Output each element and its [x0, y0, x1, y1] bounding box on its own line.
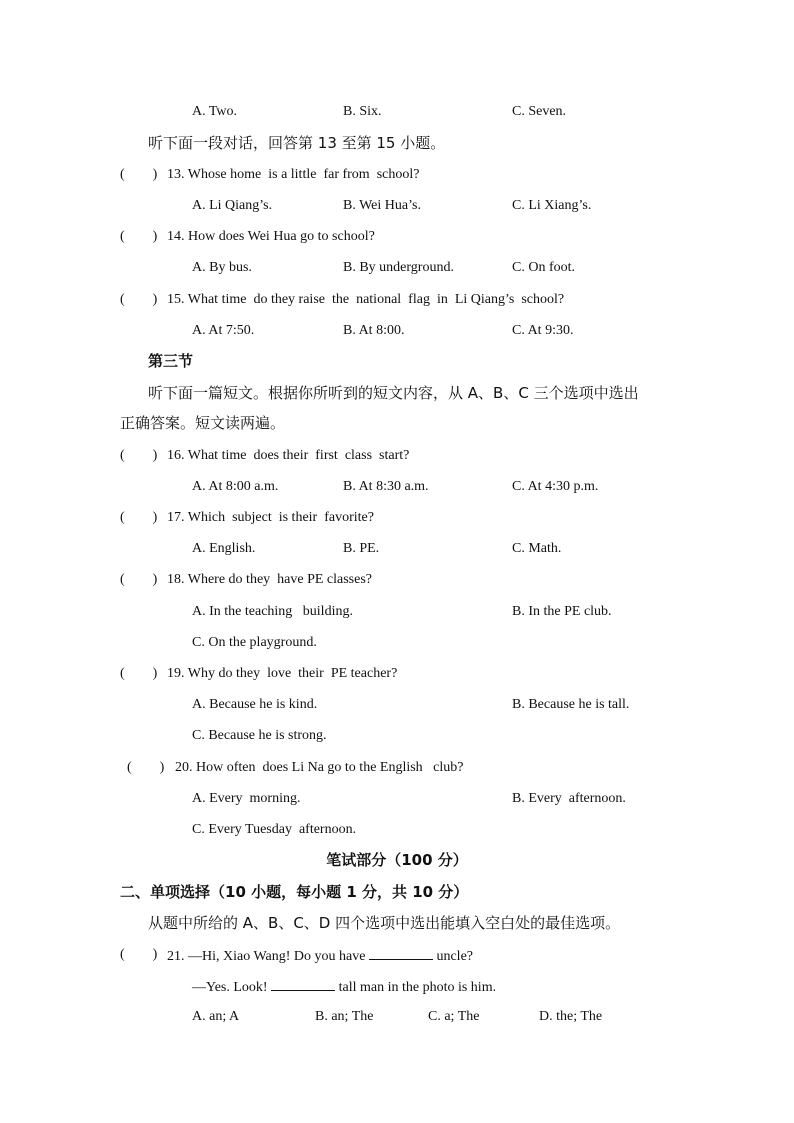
answer-bracket: ( ): [120, 167, 158, 182]
answer-bracket: ( ): [127, 760, 165, 775]
section-instruction: 听下面一篇短文。根据你所听到的短文内容，从 A、B、C 三个选项中选出: [148, 384, 639, 402]
question-13: 13. Whose home is a little far from school?: [167, 167, 420, 182]
option-c: C. At 4:30 p.m.: [512, 479, 599, 494]
section-heading: 第三节: [148, 352, 194, 370]
written-part-title: 笔试部分（100 分）: [326, 851, 468, 869]
option-c: C. Every Tuesday afternoon.: [192, 822, 357, 837]
answer-bracket: ( ): [120, 292, 158, 307]
option-d: D. the; The: [539, 1009, 603, 1024]
section-instruction-cont: 正确答案。短文读两遍。: [120, 414, 286, 432]
option-c: C. Because he is strong.: [192, 728, 327, 743]
option-b: B. PE.: [343, 541, 380, 556]
reply-start: —Yes. Look!: [192, 980, 272, 995]
question-21-reply: [192, 976, 496, 998]
option-a: A. At 8:00 a.m.: [192, 479, 279, 494]
option-b: B. At 8:30 a.m.: [343, 479, 429, 494]
answer-bracket: ( ): [120, 572, 158, 587]
reply-end: tall man in the photo is him.: [335, 980, 497, 995]
option-c: C. At 9:30.: [512, 323, 574, 338]
option-b: B. Because he is tall.: [512, 697, 630, 712]
part-2-title: 二、单项选择（10 小题，每小题 1 分，共 10 分）: [120, 883, 469, 901]
answer-blank: [369, 945, 433, 960]
option-a: A. an; A: [192, 1009, 240, 1024]
option-b: B. By underground.: [343, 260, 454, 275]
option-a: A. Two.: [192, 104, 238, 119]
answer-bracket: ( ): [120, 229, 158, 244]
option-a: A. Every morning.: [192, 791, 301, 806]
option-c: C. On foot.: [512, 260, 575, 275]
option-c: C. Seven.: [512, 104, 567, 119]
option-b: B. In the PE club.: [512, 604, 612, 619]
question-17: 17. Which subject is their favorite?: [167, 510, 374, 525]
question-21: [167, 945, 473, 967]
option-b: B. Six.: [343, 104, 382, 119]
option-c: C. Math.: [512, 541, 562, 556]
question-18: 18. Where do they have PE classes?: [167, 572, 373, 587]
question-16: 16. What time does their first class start?: [167, 448, 410, 463]
option-b: B. At 8:00.: [343, 323, 405, 338]
question-19: 19. Why do they love their PE teacher?: [167, 666, 398, 681]
option-b: B. Every afternoon.: [512, 791, 626, 806]
option-a: A. In the teaching building.: [192, 604, 353, 619]
option-b: B. Wei Hua’s.: [343, 198, 421, 213]
option-b: B. an; The: [315, 1009, 374, 1024]
part-2-instruction: 从题中所给的 A、B、C、D 四个选项中选出能填入空白处的最佳选项。: [148, 914, 621, 932]
question-21-text: 21. —Hi, Xiao Wang! Do you have: [167, 949, 366, 964]
answer-bracket: ( ): [120, 448, 158, 463]
question-14: 14. How does Wei Hua go to school?: [167, 229, 375, 244]
option-a: A. Li Qiang’s.: [192, 198, 273, 213]
question-15: 15. What time do they raise the national flag in Li Qiang’s school?: [167, 292, 565, 307]
question-20: 20. How often does Li Na go to the English club?: [175, 760, 464, 775]
option-c: C. a; The: [428, 1009, 480, 1024]
answer-bracket: ( ): [120, 510, 158, 525]
option-a: A. By bus.: [192, 260, 252, 275]
option-c: C. Li Xiang’s.: [512, 198, 592, 213]
option-a: A. Because he is kind.: [192, 697, 318, 712]
option-c: C. On the playground.: [192, 635, 317, 650]
dialogue-instruction: 听下面一段对话，回答第 13 至第 15 小题。: [148, 134, 446, 152]
answer-blank: [271, 976, 335, 991]
answer-bracket: ( ): [120, 947, 158, 962]
question-21-end: uncle?: [432, 949, 473, 964]
option-a: A. At 7:50.: [192, 323, 255, 338]
answer-bracket: ( ): [120, 666, 158, 681]
option-a: A. English.: [192, 541, 256, 556]
